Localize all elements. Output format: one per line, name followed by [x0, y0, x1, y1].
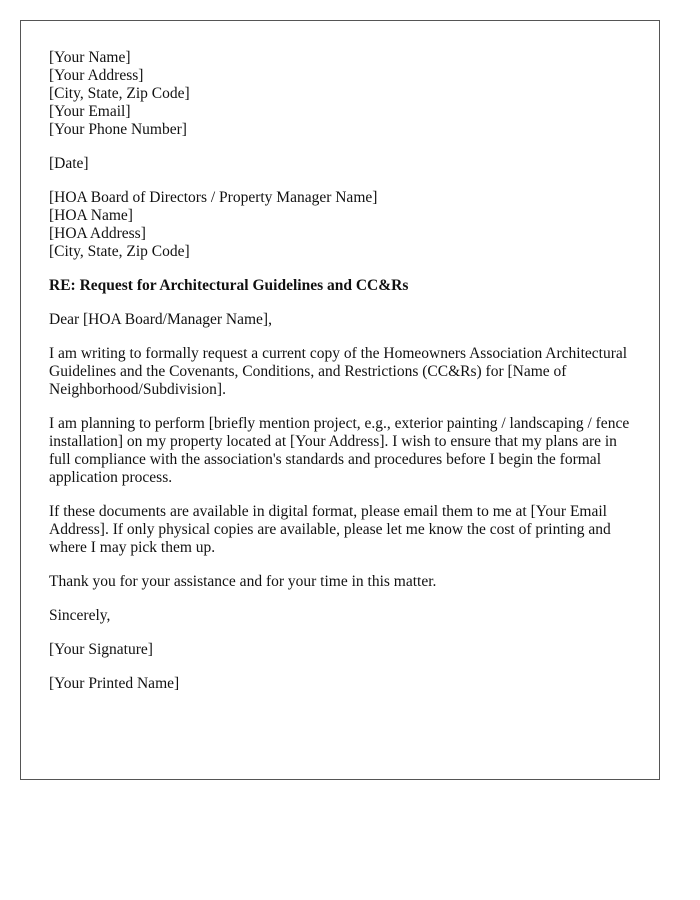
recipient-hoa-address: [HOA Address] — [49, 225, 146, 242]
salutation: Dear [HOA Board/Manager Name], — [49, 311, 272, 328]
letter-date: [Date] — [49, 155, 89, 172]
signature-placeholder: [Your Signature] — [49, 641, 153, 658]
sender-address: [Your Address] — [49, 67, 144, 84]
subject-line: RE: Request for Architectural Guidelines and CC&Rs — [49, 277, 409, 294]
recipient-hoa-name: [HOA Name] — [49, 207, 133, 224]
recipient-block — [49, 189, 631, 261]
recipient-name: [HOA Board of Directors / Property Manager Name] — [49, 189, 378, 206]
body-paragraph-1: I am writing to formally request a current copy of the Homeowners Association Architectural Guidelines and the Covenants, Conditions, and Restrictions (CC&Rs) for [Name of Neighborhood/Subdivision]. — [49, 345, 628, 398]
sender-block — [49, 49, 631, 139]
printed-name-placeholder: [Your Printed Name] — [49, 675, 180, 692]
date-block — [49, 155, 631, 173]
recipient-city-state-zip: [City, State, Zip Code] — [49, 243, 190, 260]
closing: Sincerely, — [49, 607, 111, 624]
body-paragraph-4: Thank you for your assistance and for your time in this matter. — [49, 573, 437, 590]
body-paragraph-2: I am planning to perform [briefly mention project, e.g., exterior painting / landscaping / fence installation] on my property located at [Your Address]. I wish to ensure that my plans are in full compliance with the association's standards and procedures before I begin the formal application process. — [49, 415, 630, 486]
sender-name: [Your Name] — [49, 49, 131, 66]
sender-city-state-zip: [City, State, Zip Code] — [49, 85, 190, 102]
body-paragraph-3: If these documents are available in digital format, please email them to me at [Your Email Address]. If only physical copies are available, please let me know the cost of printing and where I may pick them up. — [49, 503, 611, 556]
sender-phone: [Your Phone Number] — [49, 121, 187, 138]
letter-page — [20, 20, 660, 780]
sender-email: [Your Email] — [49, 103, 131, 120]
